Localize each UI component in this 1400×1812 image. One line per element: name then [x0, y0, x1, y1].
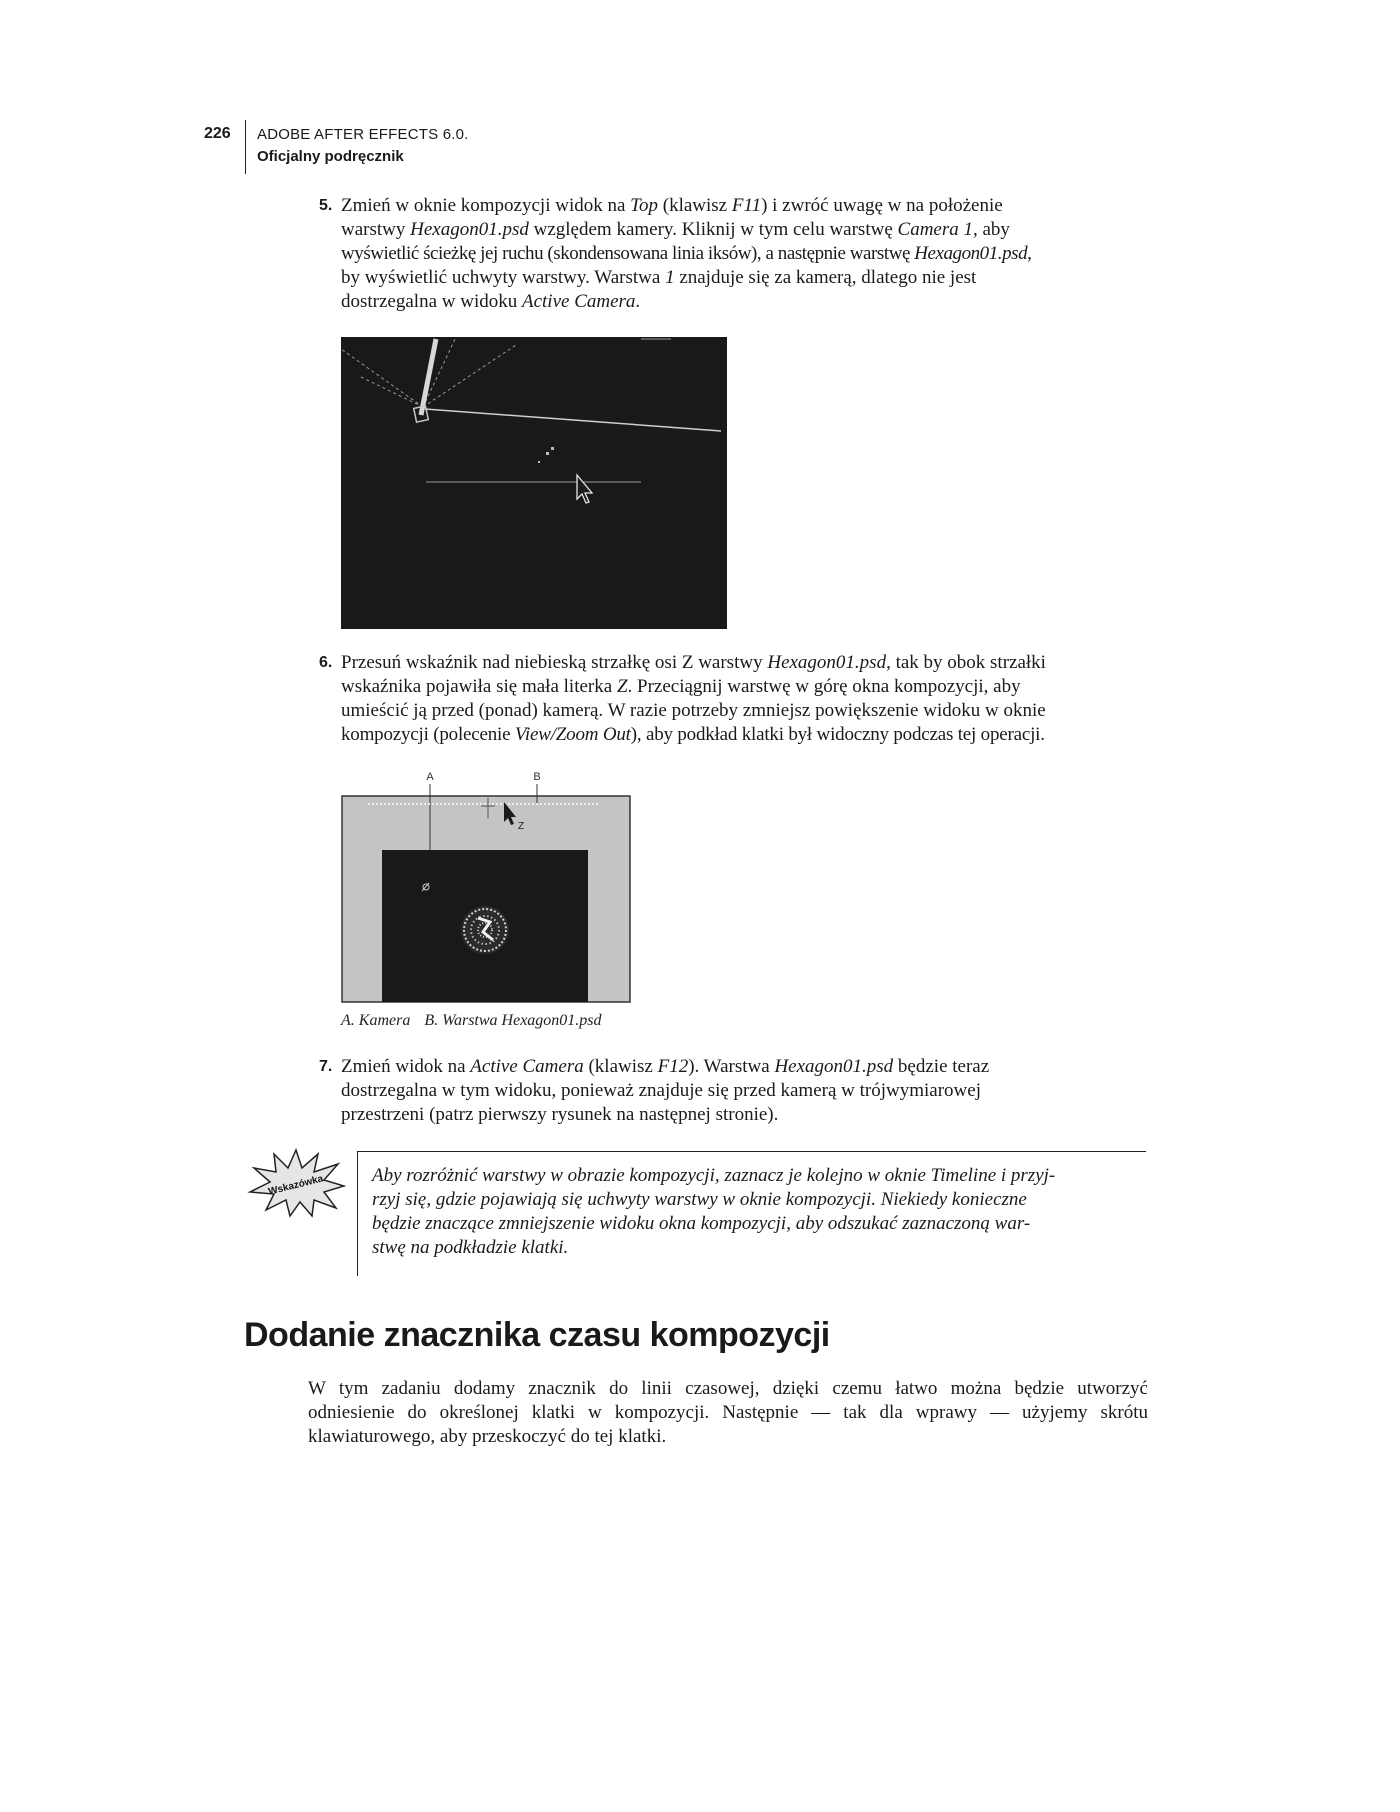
- text-line: przestrzeni (patrz pierwszy rysunek na następnej stronie).: [341, 1104, 779, 1125]
- text-line: Aby rozróżnić warstwy w obrazie kompozycji, zaznacz je kolejno w oknie Timeline i przyj-: [372, 1165, 1056, 1186]
- book-title: ADOBE AFTER EFFECTS 6.0.: [257, 126, 469, 143]
- text-line: by wyświetlić uchwyty warstwy. Warstwa 1 znajduje się za kamerą, dlatego nie jest: [341, 267, 977, 288]
- figure-caption: A. Kamera B. Warstwa Hexagon01.psd: [341, 1012, 602, 1029]
- step-number: 7.: [319, 1058, 333, 1075]
- text-line: warstwy Hexagon01.psd względem kamery. Kliknij w tym celu warstwę Camera 1, aby: [341, 219, 1010, 240]
- step-5: [319, 194, 1032, 314]
- text-line: dostrzegalna w widoku Active Camera.: [341, 291, 641, 312]
- callout-b-label: B: [533, 771, 541, 783]
- step-number: 5.: [319, 197, 333, 214]
- step-6: [319, 651, 1046, 747]
- header-divider: [245, 120, 246, 174]
- text-line: wskaźnika pojawiła się mała literka Z. Przeciągnij warstwę w górę okna kompozycji, aby: [341, 676, 1021, 697]
- step-7: [319, 1055, 990, 1127]
- callout-a-label: A: [426, 771, 434, 783]
- tip-starburst-icon: [246, 1148, 346, 1218]
- hexagon-layer-image: [461, 906, 509, 954]
- text-line: kompozycji (polecenie View/Zoom Out), aby podkład klatki był widoczny podczas tej operacji.: [341, 724, 1045, 745]
- step-number: 6.: [319, 654, 333, 671]
- page-number: 226: [204, 125, 231, 142]
- tip-text: [372, 1164, 1055, 1260]
- text-line: Zmień w oknie kompozycji widok na Top (klawisz F11) i zwróć uwagę w na położenie: [341, 195, 1003, 216]
- book-subtitle: Oficjalny podręcznik: [257, 148, 404, 165]
- section-paragraph: [308, 1377, 1148, 1449]
- text-line: odniesienie do określonej klatki w kompozycji. Następnie — tak dla wprawy — użyjemy skrótu: [308, 1402, 1148, 1423]
- text-line: wyświetlić ścieżkę jej ruchu (skondensowana linia iksów), a następnie warstwę Hexagon01.psd,: [341, 243, 1032, 264]
- text-line: stwę na podkładzie klatki.: [372, 1237, 569, 1258]
- composition-top-view-figure: [341, 337, 727, 629]
- text-line: Zmień widok na Active Camera (klawisz F12). Warstwa Hexagon01.psd będzie teraz: [341, 1056, 990, 1077]
- text-line: umieścić ją przed (ponad) kamerą. W razie potrzeby zmniejsz powiększenie widoku w oknie: [341, 700, 1046, 721]
- z-axis-cursor-letter: Z: [518, 821, 525, 832]
- layer-in-front-of-camera-figure: [338, 760, 634, 1010]
- text-line: będzie znaczące zmniejszenie widoku okna kompozycji, aby odszukać zaznaczoną war-: [372, 1213, 1031, 1234]
- figure-background: [341, 337, 727, 629]
- text-line: Przesuń wskaźnik nad niebieską strzałkę osi Z warstwy Hexagon01.psd, tak by obok strzałki: [341, 652, 1046, 673]
- text-line: W tym zadaniu dodamy znacznik do linii czasowej, dzięki czemu łatwo można będzie utworzyć: [308, 1378, 1148, 1399]
- text-line: rzyj się, gdzie pojawiają się uchwyty warstwy w oknie kompozycji. Niekiedy konieczne: [372, 1189, 1027, 1210]
- text-line: dostrzegalna w tym widoku, ponieważ znajduje się przed kamerą w trójwymiarowej: [341, 1080, 981, 1101]
- tip-badge-label: Wskazówka: [267, 1173, 325, 1198]
- text-line: klawiaturowego, aby przeskoczyć do tej klatki.: [308, 1426, 667, 1447]
- section-heading: Dodanie znacznika czasu kompozycji: [244, 1316, 830, 1354]
